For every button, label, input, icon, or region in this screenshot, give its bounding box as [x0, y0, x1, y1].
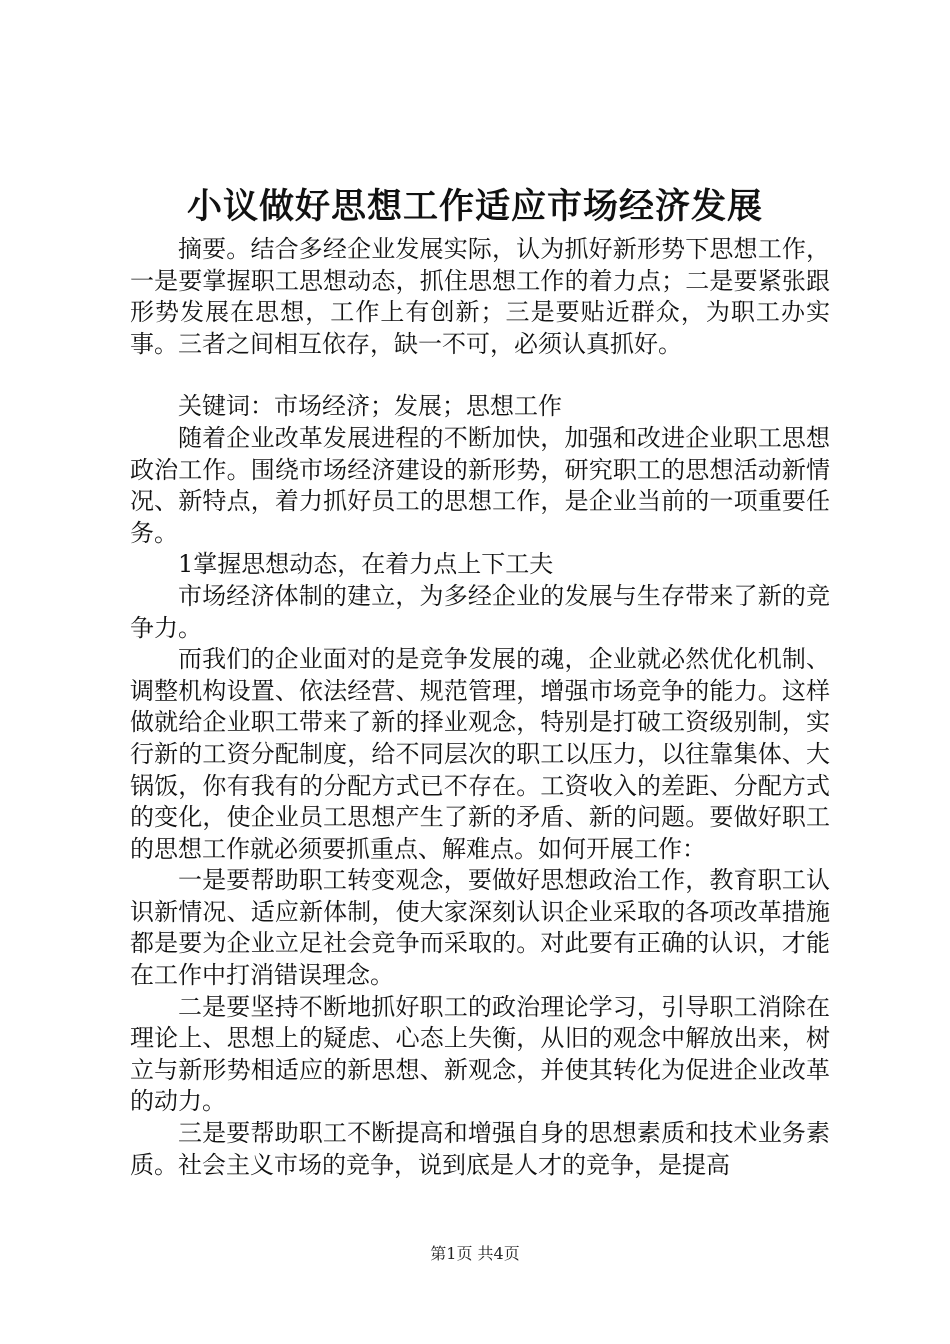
keywords-line: 关键词：市场经济；发展；思想工作 — [178, 392, 562, 421]
document-body — [130, 234, 830, 1181]
page-number-footer: 第1页 共4页 — [430, 1244, 520, 1263]
section-heading: 1掌握思想动态，在着力点上下工夫 — [178, 550, 554, 579]
body-paragraph: 一是要帮助职工转变观念，要做好思想政治工作，教育职工认识新情况、适应新体制，使大家深刻认识企业采取的各项改革措施都是要为企业立足社会竞争而采取的。对此要有正确的认识，才能在工作中打消错误理念。 — [130, 866, 830, 990]
body-paragraph: 市场经济体制的建立，为多经企业的发展与生存带来了新的竞争力。 — [130, 581, 830, 642]
abstract-paragraph: 摘要。结合多经企业发展实际，认为抓好新形势下思想工作，一是要掌握职工思想动态，抓住思想工作的着力点；二是要紧张跟形势发展在思想，工作上有创新；三是要贴近群众，为职工办实事。三者之间相互依存，缺一不可，必须认真抓好。 — [130, 235, 830, 358]
body-paragraph: 而我们的企业面对的是竞争发展的魂，企业就必然优化机制、调整机构设置、依法经营、规范管理，增强市场竞争的能力。这样做就给企业职工带来了新的择业观念，特别是打破工资级别制，实行新的工资分配制度，给不同层次的职工以压力，以往靠集体、大锅饭，你有我有的分配方式已不存在。工资收入的差距、分配方式的变化，使企业员工思想产生了新的矛盾、新的问题。要做好职工的思想工作就必须要抓重点、解难点。如何开展工作： — [130, 645, 830, 863]
body-paragraph: 二是要坚持不断地抓好职工的政治理论学习，引导职工消除在理论上、思想上的疑虑、心态上失衡，从旧的观念中解放出来，树立与新形势相适应的新思想、新观念，并使其转化为促进企业改革的动力。 — [130, 992, 830, 1116]
document-title: 小议做好思想工作适应市场经济发展 — [186, 186, 763, 227]
body-paragraph: 随着企业改革发展进程的不断加快，加强和改进企业职工思想政治工作。围绕市场经济建设的新形势，研究职工的思想活动新情况、新特点，着力抓好员工的思想工作，是企业当前的一项重要任务。 — [130, 423, 830, 547]
body-paragraph: 三是要帮助职工不断提高和增强自身的思想素质和技术业务素质。社会主义市场的竞争，说到底是人才的竞争，是提高 — [130, 1119, 830, 1179]
